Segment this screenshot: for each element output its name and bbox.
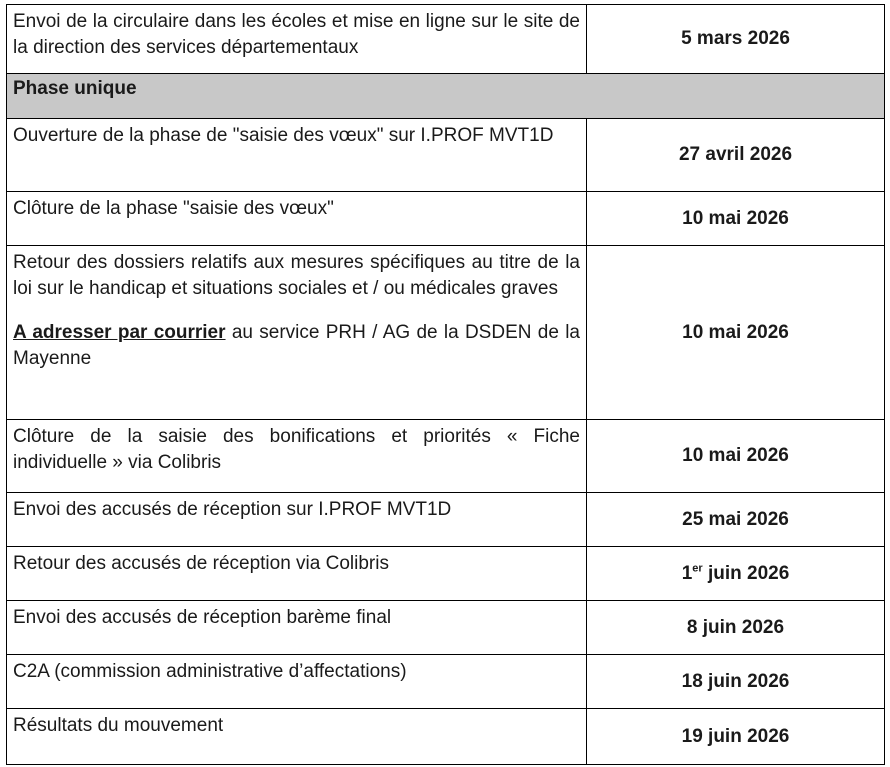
table-row <box>7 119 885 192</box>
step-description: Clôture de la saisie des bonifications et priorités « Fiche individuelle » via Colibris <box>7 420 587 493</box>
table-row <box>7 655 885 709</box>
step-description: Résultats du mouvement <box>7 709 587 765</box>
phase-label: Phase unique <box>7 74 885 119</box>
step-date: 25 mai 2026 <box>587 493 885 547</box>
calendar-table <box>6 4 885 765</box>
step-description: Ouverture de la phase de "saisie des vœux" sur I.PROF MVT1D <box>7 119 587 192</box>
step-description: Clôture de la phase "saisie des vœux" <box>7 192 587 246</box>
step-date: 27 avril 2026 <box>587 119 885 192</box>
step-description: Envoi des accusés de réception barème final <box>7 601 587 655</box>
step-description-block <box>7 246 587 420</box>
date-day: 1 <box>681 562 693 584</box>
mailing-note <box>13 320 580 372</box>
step-date: 5 mars 2026 <box>587 5 885 74</box>
step-date: 10 mai 2026 <box>587 420 885 493</box>
step-date: 10 mai 2026 <box>587 246 885 420</box>
table-row <box>7 709 885 765</box>
step-date <box>587 547 885 601</box>
step-date: 8 juin 2026 <box>587 601 885 655</box>
mailing-note-rest: au service PRH / AG de la DSDEN de la Mayenne <box>13 322 580 369</box>
step-date: 10 mai 2026 <box>587 192 885 246</box>
phase-header-row <box>7 74 885 119</box>
table-row <box>7 601 885 655</box>
date-month-year: juin 2026 <box>702 562 790 584</box>
mailing-emphasis: A adresser par courrier <box>13 322 226 343</box>
step-description: Retour des accusés de réception via Colibris <box>7 547 587 601</box>
step-date: 19 juin 2026 <box>587 709 885 765</box>
step-description: Envoi de la circulaire dans les écoles et mise en ligne sur le site de la direction des services départementaux <box>7 5 587 74</box>
table-row <box>7 420 885 493</box>
step-date: 18 juin 2026 <box>587 655 885 709</box>
table-row <box>7 493 885 547</box>
step-description: C2A (commission administrative d’affectations) <box>7 655 587 709</box>
table-row <box>7 246 885 420</box>
table-row <box>7 547 885 601</box>
table-row <box>7 5 885 74</box>
step-description: Retour des dossiers relatifs aux mesures spécifiques au titre de la loi sur le handicap et situations sociales et / ou médicales graves <box>13 252 580 299</box>
step-description: Envoi des accusés de réception sur I.PROF MVT1D <box>7 493 587 547</box>
date-ordinal: er <box>692 562 703 575</box>
table-row <box>7 192 885 246</box>
